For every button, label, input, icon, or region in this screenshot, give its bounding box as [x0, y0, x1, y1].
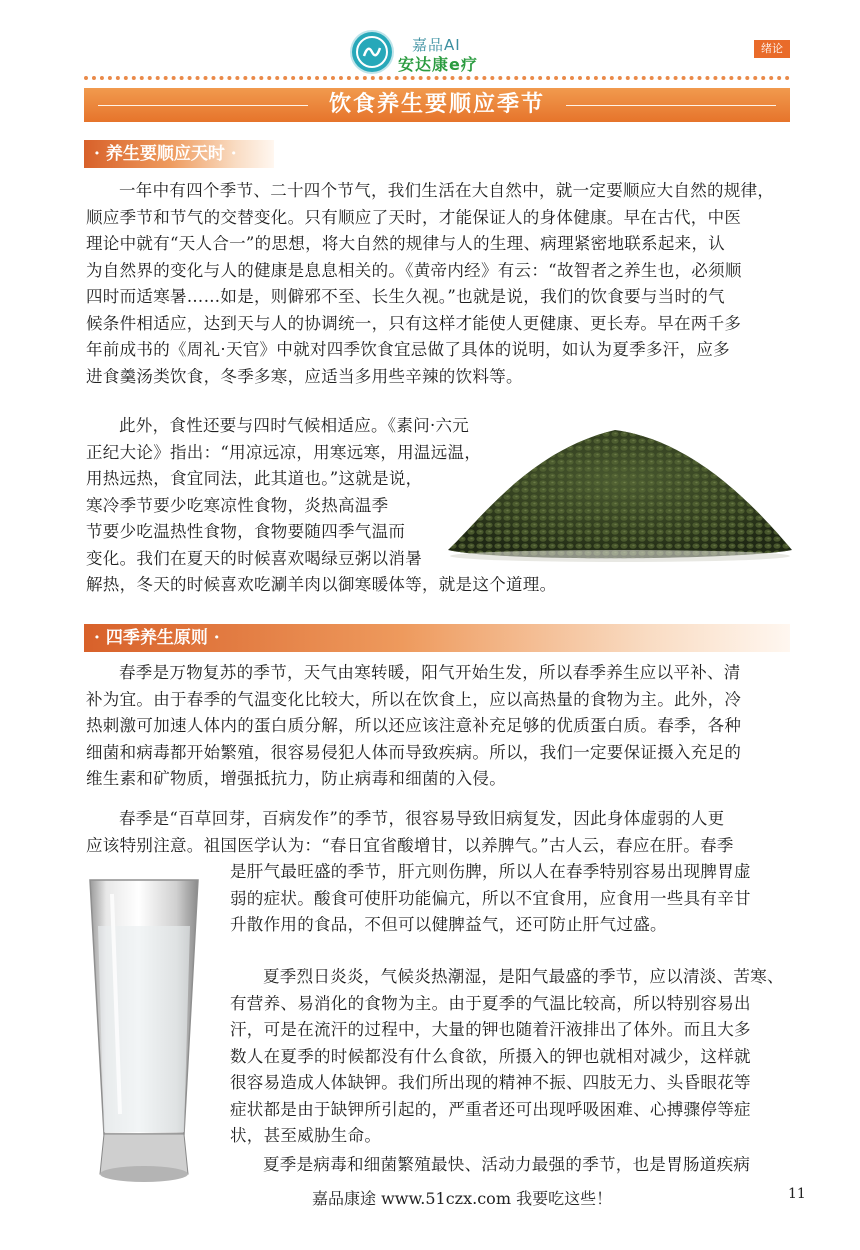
- text-line: 年前成书的《周礼·天官》中就对四季饮食宜忌做了具体的说明，如认为夏季多汗，应多: [86, 340, 730, 359]
- text-line: 此外，食性还要与四时气候相适应。《素问·六元: [119, 416, 470, 435]
- text-line: 理论中就有“天人合一”的思想，将大自然的规律与人的生理、病理紧密地联系起来，认: [86, 234, 726, 253]
- text-line: 应该特别注意。祖国医学认为：“春日宜省酸增甘，以养脾气。”古人云，春应在肝。春季: [86, 835, 734, 855]
- text-line: 变化。我们在夏天的时候喜欢喝绿豆粥以消暑: [86, 548, 422, 568]
- section2-paragraph-4: [230, 1152, 800, 1179]
- text-line: 正纪大论》指出：“用凉远凉，用寒远寒，用温远温，: [86, 442, 482, 462]
- text-line: 细菌和病毒都开始繁殖，很容易侵犯人体而导致疾病。所以，我们一定要保证摄入充足的: [86, 742, 742, 762]
- section2-paragraph-2-cont: [230, 859, 800, 939]
- text-line: 很容易造成人体缺钾。我们所出现的精神不振、四肢无力、头昏眼花等: [230, 1073, 751, 1092]
- text-line: 夏季是病毒和细菌繁殖最快、活动力最强的季节，也是胃肠道疾病: [263, 1155, 751, 1174]
- text-line: 弱的症状。酸食可使肝功能偏亢，所以不宜食用，应食用一些具有辛甘: [230, 888, 751, 908]
- text-line: 春季是万物复苏的季节，天气由寒转暖，阳气开始生发，所以春季养生应以平补、清: [119, 663, 741, 682]
- water-glass-image: [84, 874, 204, 1194]
- text-line: 状，甚至威胁生命。: [230, 1126, 382, 1145]
- logo-brand-text: 嘉品AI: [412, 36, 461, 54]
- text-line: 为自然界的变化与人的健康是息息相关的。《黄帝内经》有云：“故智者之养生也，必须顺: [86, 260, 742, 280]
- text-line: 有营养、易消化的食物为主。由于夏季的气温比较高，所以特别容易出: [230, 993, 751, 1013]
- text-line: 解热，冬天的时候喜欢吃涮羊肉以御寒暖体等，就是这个道理。: [86, 575, 557, 594]
- text-line: 用热远热，食宜同法，此其道也。”这就是说，: [86, 469, 423, 488]
- logo-subbrand-text: 安达康e疗: [398, 55, 478, 74]
- logo-glyph: [352, 32, 392, 72]
- logo-icon: [352, 32, 392, 72]
- page-number: 11: [788, 1186, 806, 1202]
- text-line: 维生素和矿物质，增强抵抗力，防止病毒和细菌的入侵。: [86, 769, 506, 788]
- text-line: 一年中有四个季节、二十四个节气，我们生活在大自然中，就一定要顺应大自然的规律，: [119, 181, 775, 200]
- chapter-tag: 绪论: [754, 40, 790, 58]
- section2-paragraph-3: [230, 964, 800, 1150]
- text-line: 数人在夏季的时候都没有什么食欲，所摄入的钾也就相对减少，这样就: [230, 1046, 751, 1066]
- section-heading-1: · 养生要顺应天时 ·: [94, 144, 237, 164]
- text-line: 升散作用的食品，不但可以健脾益气，还可防止肝气过盛。: [230, 915, 667, 934]
- text-line: 四时而适寒暑……如是，则僻邪不至、长生久视。”也就是说，我们的饮食要与当时的气: [86, 287, 725, 306]
- text-line: 候条件相适应，达到天与人的协调统一，只有这样才能使人更健康、更长寿。早在两千多: [86, 313, 742, 333]
- page-title: 饮食养生要顺应季节: [328, 92, 545, 117]
- section2-paragraph-2: [86, 806, 796, 859]
- text-line: 症状都是由于缺钾所引起的，严重者还可出现呼吸困难、心搏骤停等症: [230, 1099, 751, 1119]
- text-line: 进食羹汤类饮食，冬季多寒，应适当多用些辛辣的饮料等。: [86, 366, 523, 386]
- footer-text: 嘉品康途 www.51czx.com 我要吃这些！: [312, 1189, 613, 1208]
- text-line: 节要少吃温热性食物，食物要随四季气温而: [86, 522, 406, 541]
- section1-paragraph-1: [86, 178, 796, 390]
- mung-bean-image: [440, 410, 800, 570]
- text-line: 热刺激可加速人体内的蛋白质分解，所以还应该注意补充足够的优质蛋白质。春季，各种: [86, 716, 742, 735]
- text-line: 汗，可是在流汗的过程中，大量的钾也随着汗液排出了体外。而且大多: [230, 1020, 751, 1039]
- text-line: 夏季烈日炎炎，气候炎热潮湿，是阳气最盛的季节，应以清淡、苦寒、: [263, 967, 784, 986]
- dotted-divider: [84, 76, 790, 80]
- text-line: 补为宜。由于春季的气温变化比较大，所以在饮食上，应以高热量的食物为主。此外，冷: [86, 689, 742, 709]
- text-line: 春季是“百草回芽，百病发作”的季节，很容易导致旧病复发，因此身体虚弱的人更: [119, 809, 725, 828]
- section2-paragraph-1: [86, 660, 796, 793]
- section-heading-2: · 四季养生原则 ·: [94, 628, 220, 648]
- text-line: 是肝气最旺盛的季节，肝亢则伤脾，所以人在春季特别容易出现脾胃虚: [230, 862, 751, 881]
- text-line: 顺应季节和节气的交替变化。只有顺应了天时，才能保证人的身体健康。早在古代，中医: [86, 207, 742, 227]
- text-line: 寒冷季节要少吃寒凉性食物，炎热高温季: [86, 495, 389, 515]
